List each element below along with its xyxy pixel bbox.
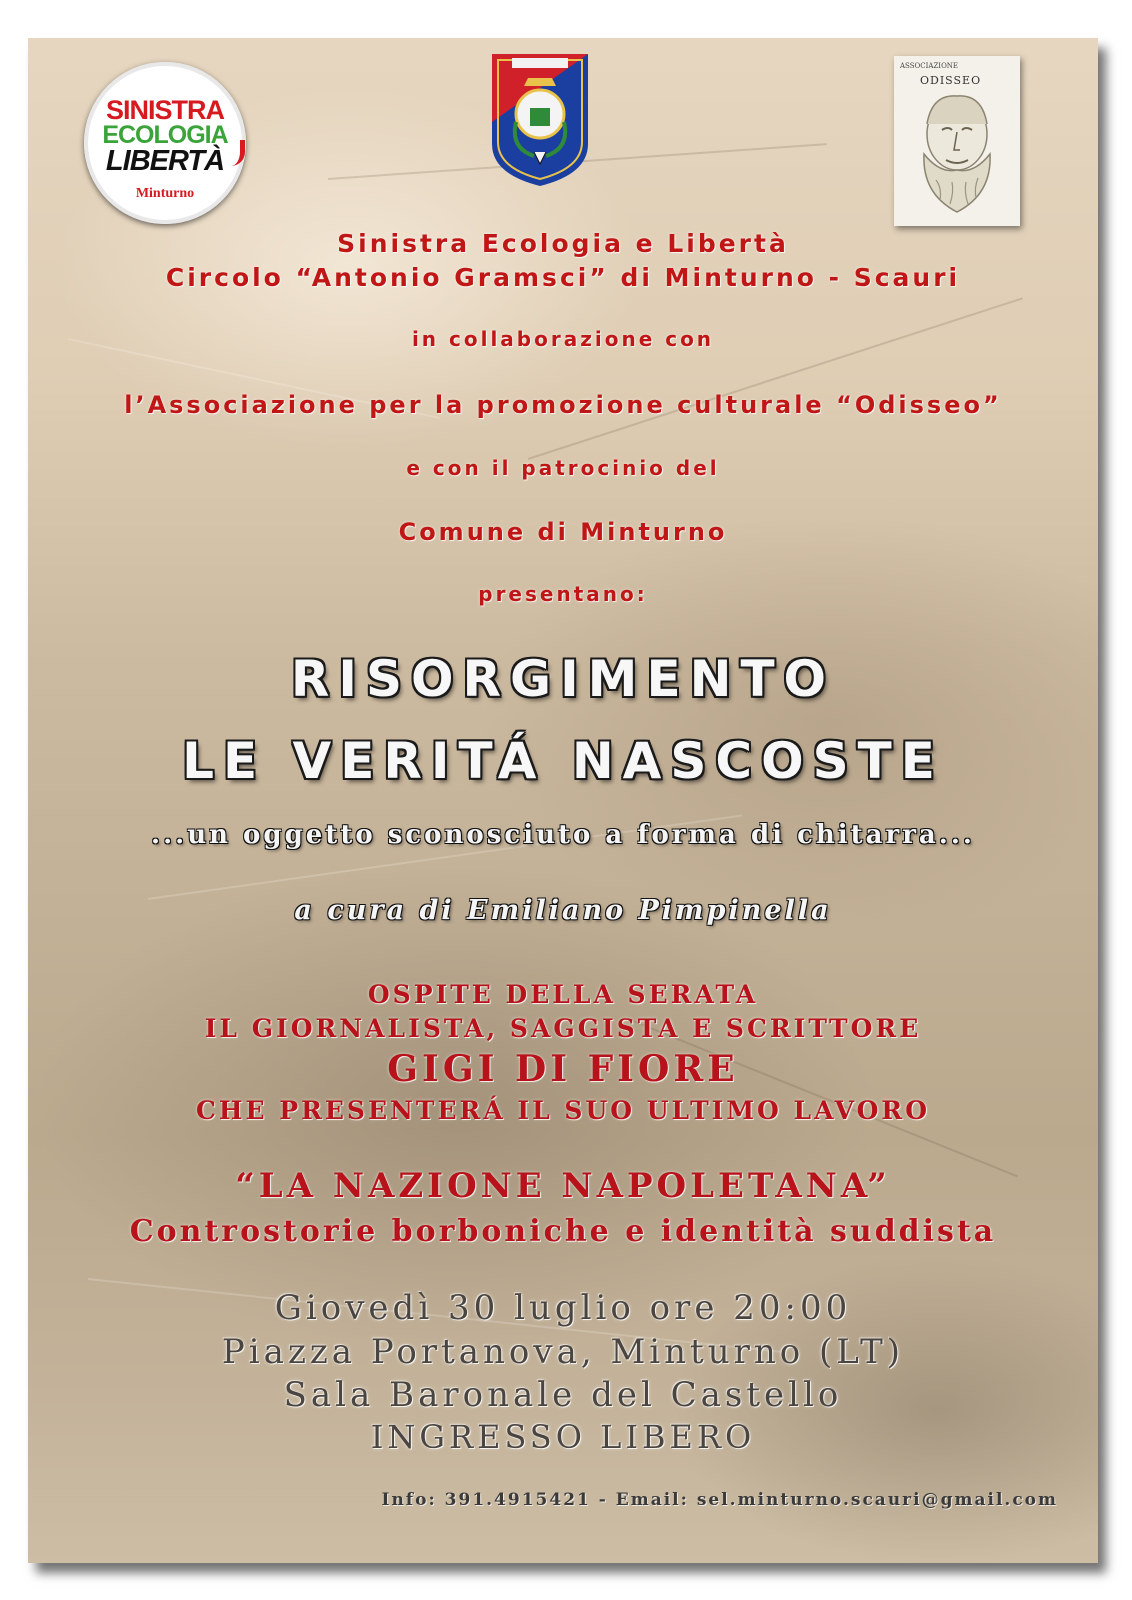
event-entry: INGRESSO LIBERO xyxy=(370,1418,756,1456)
guest-intro: OSPITE DELLA SERATA xyxy=(367,980,759,1009)
event-title-line1: RISORGIMENTO xyxy=(290,650,836,708)
contact-info: Info: 391.4915421 - Email: sel.minturno.scauri@gmail.com xyxy=(381,1490,1058,1510)
presenting-label: presentano: xyxy=(478,582,648,606)
sel-logo-line1: SINISTRA xyxy=(105,95,224,125)
sel-logo-line2: ECOLOGIA xyxy=(102,121,228,149)
book-subtitle: Controstorie borboniche e identità suddista xyxy=(129,1214,997,1249)
odysseus-head-icon xyxy=(902,84,1012,220)
odisseo-logo-name: ODISSEO xyxy=(920,74,982,87)
event-curator: a cura di Emiliano Pimpinella xyxy=(294,895,832,926)
sel-logo xyxy=(84,62,246,224)
patronage-intro: e con il patrocinio del xyxy=(406,456,720,480)
comune-crest-icon xyxy=(490,52,590,188)
collaboration-intro: in collaborazione con xyxy=(411,327,715,351)
event-venue: Sala Baronale del Castello xyxy=(283,1375,843,1415)
guest-role: IL GIORNALISTA, SAGGISTA E SCRITTORE xyxy=(204,1014,922,1043)
event-date-time: Giovedì 30 luglio ore 20:00 xyxy=(274,1288,852,1328)
collaborating-association: l’Associazione per la promozione culturale “Odisseo” xyxy=(124,391,1002,419)
paper-crease xyxy=(528,297,1023,460)
odisseo-logo xyxy=(894,56,1020,226)
event-poster xyxy=(28,38,1098,1563)
event-tagline: ...un oggetto sconosciuto a forma di chitarra... xyxy=(151,820,975,850)
organizer-name: Sinistra Ecologia e Libertà xyxy=(337,229,789,258)
patronage-organization: Comune di Minturno xyxy=(398,518,728,546)
organizer-circle: Circolo “Antonio Gramsci” di Minturno - Scauri xyxy=(165,263,961,292)
sel-logo-line3: LIBERTÀ xyxy=(105,145,225,177)
guest-presents: CHE PRESENTERÁ IL SUO ULTIMO LAVORO xyxy=(196,1096,930,1125)
odisseo-logo-label: ASSOCIAZIONE xyxy=(900,62,959,70)
book-title: “LA NAZIONE NAPOLETANA” xyxy=(235,1166,891,1206)
guest-name: GIGI DI FIORE xyxy=(387,1048,739,1090)
event-title-line2: LE VERITÁ NASCOSTE xyxy=(182,732,944,790)
sel-logo-place: Minturno xyxy=(135,186,195,201)
event-place: Piazza Portanova, Minturno (LT) xyxy=(221,1332,905,1372)
